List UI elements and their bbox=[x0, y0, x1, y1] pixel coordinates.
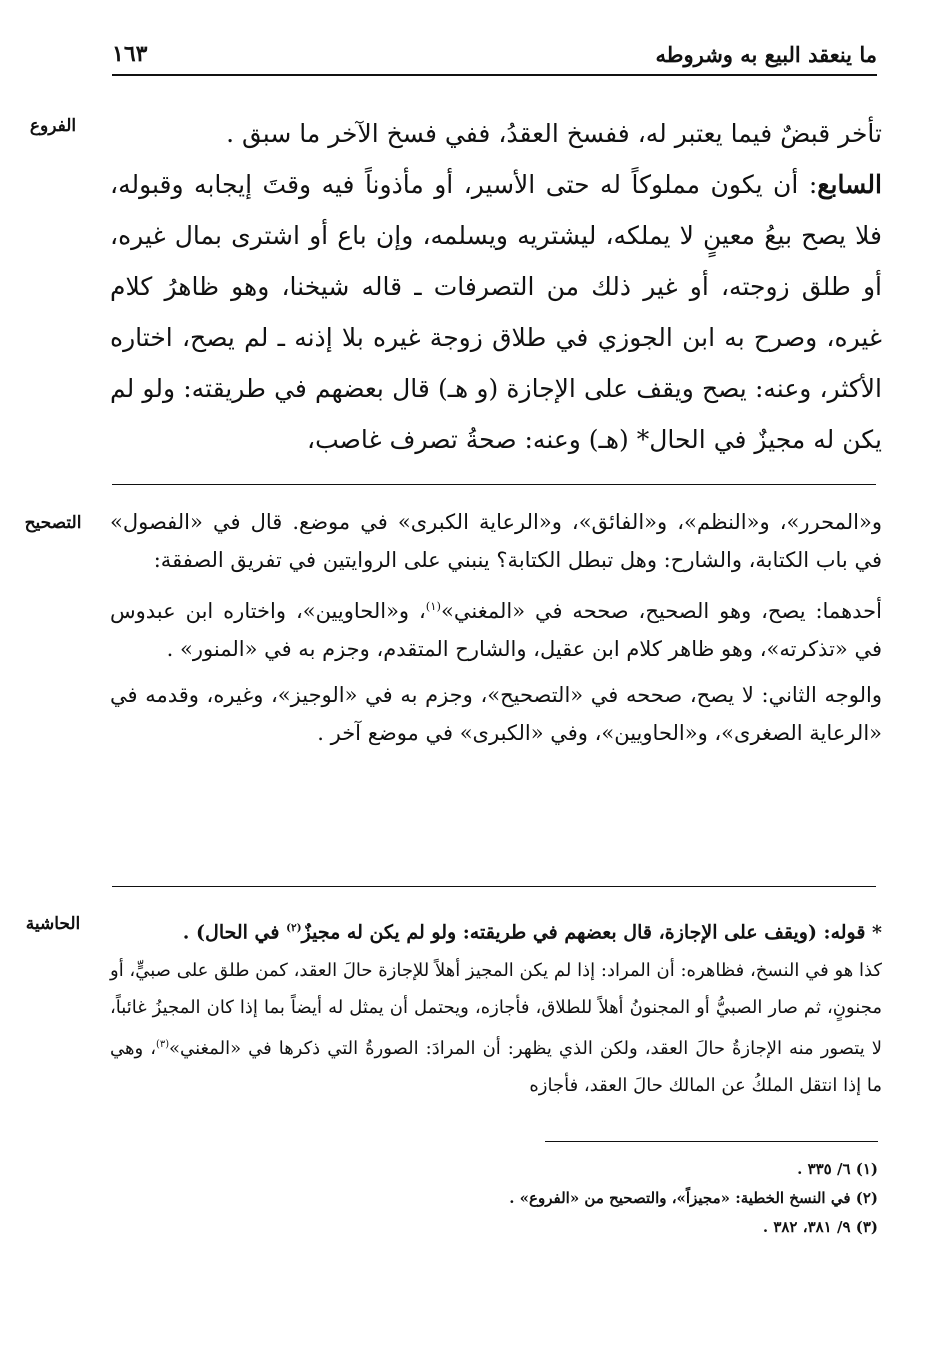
section-divider bbox=[112, 886, 876, 887]
hashiya-quote-text-b: في الحال) . bbox=[182, 921, 287, 944]
furu-paragraph-1: تأخر قبضٌ فيما يعتبر له، ففسخ العقدُ، ففي فسخ الآخر ما سبق . bbox=[226, 119, 882, 148]
furu-paragraph-2-text: : أن يكون مملوكاً له حتى الأسير، أو مأذوناً فيه وقتَ إيجابه وقبوله، فلا يصح بيعُ معينٍ لا يملكه، ليشتريه ويسلمه، وإن باع أو اشترى بمال غيره، أو طلق زوجته، أو غير ذلك من التصرفات ـ قاله شيخنا، وهو ظاهرُ كلام غيره، وصرح به ابن الجوزي في طلاق زوجة غيره بلا إذنه ـ لم يصح، اختاره الأكثر، وعنه: يصح ويقف على الإجازة (و هـ) قال بعضهم في طريقته: ولو لم يكن له مجيزٌ في الحال* (هـ) وعنه: صحةُ تصرف غاصب، bbox=[110, 170, 882, 454]
hashiya-section bbox=[110, 910, 882, 1104]
running-title: ما ينعقد البيع به وشروطه bbox=[655, 41, 877, 67]
hashiya-quote-text-a: * قوله: (ويقف على الإجازة، قال بعضهم في طريقته: ولو لم يكن له مجيزٌ bbox=[301, 921, 882, 944]
section-label-hashiya: الحاشية bbox=[25, 914, 81, 934]
hashiya-paragraph-1-text-b: ، وهي ما إذا انتقل الملكُ عن المالك حالَ العقد، فأجازه bbox=[110, 1038, 882, 1097]
footnote-ref-2: (٢) bbox=[286, 922, 302, 934]
tashih-paragraph-1: و«المحرر»، و«النظم»، و«الفائق»، و«الرعاية الكبرى» في موضع. قال في «الفصول» في باب الكتابة، والشارح: وهل تبطل الكتابة؟ ينبني على الروايتين في تفريق الصفقة: bbox=[110, 510, 882, 572]
tashih-paragraph-2-text-b: ، و«الحاويين»، واختاره ابن عبدوس في «تذكرته»، وهو ظاهر كلام ابن عقيل، والشارح المتقدم، وجزم به في «المنور» . bbox=[110, 599, 882, 661]
tashih-section bbox=[110, 503, 882, 752]
furu-paragraph-2-lead: السابع bbox=[817, 170, 882, 199]
hashiya-paragraph-1-text-a: كذا هو في النسخ، فظاهره: أن المراد: إذا لم يكن المجيز أهلاً للإجازة حالَ العقد، كمن طلق على صبيٍّ، أو مجنونٍ، ثم صار الصبيُّ أو المجنونُ أهلاً للطلاق، فأجازه، ويحتمل أن يمثل له أيضاً بما إذا كان المجيزُ غائباً، لا يتصور منه الإجازةُ حالَ العقد، ولكن الذي يظهر: أن المرادَ: الصورةُ التي ذكرها في «المغني» bbox=[110, 960, 883, 1060]
hashiya-paragraph-1 bbox=[110, 952, 882, 1104]
section-label-tashih: التصحيح bbox=[24, 513, 82, 533]
footnote-ref-1: (١) bbox=[425, 599, 441, 613]
page-header bbox=[112, 34, 877, 76]
footnote-divider bbox=[545, 1141, 878, 1142]
page-number: ١٦٣ bbox=[112, 41, 148, 67]
section-divider bbox=[112, 484, 876, 485]
tashih-paragraph-2 bbox=[110, 587, 882, 668]
furu-paragraph-2 bbox=[110, 159, 882, 465]
footnote-1: (١) ٦/ ٣٣٥ . bbox=[797, 1160, 878, 1178]
tashih-paragraph-3: والوجه الثاني: لا يصح، صححه في «التصحيح»، وجزم به في «الوجيز»، وغيره، وقدمه في «الرعاية الصغرى»، و«الحاويين»، وفي «الكبرى» في موضع آخر . bbox=[110, 683, 882, 745]
footnote-2: (٢) في النسخ الخطية: «مجيزاً»، والتصحيح من «الفروع» . bbox=[509, 1189, 878, 1207]
footnotes bbox=[300, 1155, 878, 1242]
tashih-paragraph-2-text-a: أحدهما: يصح، وهو الصحيح، صححه في «المغني» bbox=[441, 599, 882, 623]
section-label-furu: الفروع bbox=[29, 116, 77, 136]
hashiya-quote bbox=[110, 910, 882, 950]
furu-section bbox=[110, 108, 882, 465]
footnote-ref-3: (٣) bbox=[156, 1039, 170, 1051]
footnote-3: (٣) ٩/ ٣٨١، ٣٨٢ . bbox=[762, 1218, 878, 1236]
